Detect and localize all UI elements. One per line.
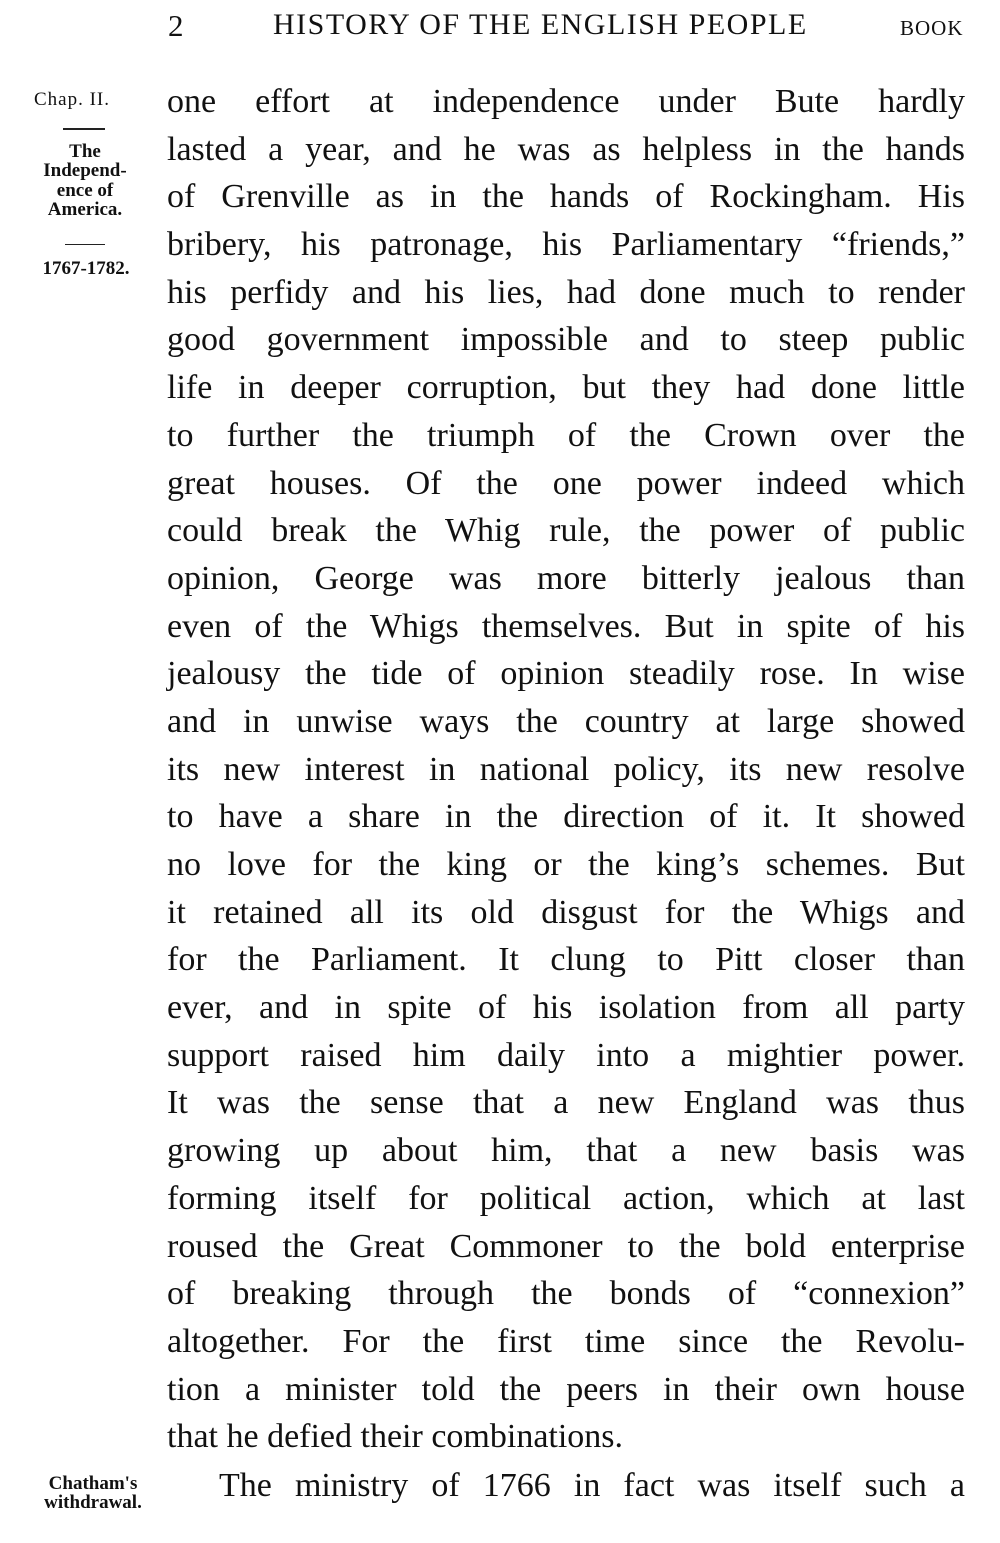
text-line: It was the sense that a new England was thus (167, 1084, 965, 1122)
text-line: tion a minister told the peers in their own house (167, 1370, 965, 1408)
running-header (0, 8, 1000, 48)
sidenote-line: Independ- (43, 160, 127, 182)
sidenote-line: America. (47, 199, 123, 221)
text-line: to further the triumph of the Crown over the (167, 416, 965, 454)
text-line: his perfidy and his lies, had done much to render (167, 273, 965, 311)
chapter-note: Chap. II. (34, 89, 111, 110)
withdrawal-sidenote (20, 1474, 166, 1513)
text-line: its new interest in national policy, its new resolve (167, 750, 965, 788)
text-line: no love for the king or the king’s schemes. But (167, 846, 965, 883)
text-line: forming itself for political action, which at last (167, 1179, 965, 1217)
paragraph-1 (167, 78, 965, 1461)
text-line: it retained all its old disgust for the Whigs and (167, 893, 965, 931)
paragraph-2 (167, 1462, 965, 1510)
text-line: growing up about him, that a new basis was (167, 1132, 965, 1170)
running-title: HISTORY OF THE ENGLISH PEOPLE (273, 8, 808, 41)
text-line: The ministry of 1766 in fact was itself such a (219, 1467, 965, 1504)
text-line: could break the Whig rule, the power of public (167, 512, 965, 550)
text-line: to have a share in the direction of it. It showed (167, 798, 965, 836)
text-line: lasted a year, and he was as helpless in the hands (167, 130, 965, 168)
text-line: bribery, his patronage, his Parliamentary “friends,” (167, 226, 965, 264)
text-line: roused the Great Commoner to the bold enterprise (167, 1227, 965, 1265)
text-line: even of the Whigs themselves. But in spite of his (167, 607, 965, 645)
text-line: of Grenville as in the hands of Rockingham. His (167, 178, 965, 216)
text-line: jealousy the tide of opinion steadily rose. In wise (167, 655, 965, 693)
text-line: altogether. For the first time since the Revolu- (167, 1322, 965, 1360)
text-line: one effort at independence under Bute hardly (167, 83, 965, 120)
text-line: for the Parliament. It clung to Pitt closer than (167, 941, 965, 979)
book-label: BOOK (900, 16, 964, 40)
sidenote-line: Chatham's (48, 1473, 138, 1494)
text-line: ever, and in spite of his isolation from all party (167, 989, 965, 1027)
text-line: of breaking through the bonds of “connexion” (167, 1275, 965, 1313)
text-line: support raised him daily into a mightier power. (167, 1036, 965, 1074)
margin-rule (65, 244, 105, 245)
sidenote-line: The (69, 141, 101, 162)
text-line: good government impossible and to steep public (167, 321, 965, 359)
text-line: and in unwise ways the country at large showed (167, 702, 965, 740)
text-line: life in deeper corruption, but they had done little (167, 369, 965, 407)
topic-sidenote (22, 142, 148, 220)
sidenote-line: ence of (56, 179, 114, 201)
dates-sidenote: 1767-1782. (42, 258, 130, 279)
page-number: 2 (168, 8, 185, 43)
text-line: that he defied their combinations. (167, 1418, 624, 1456)
margin-rule (63, 128, 105, 130)
text-line: great houses. Of the one power indeed which (167, 464, 965, 502)
text-line: opinion, George was more bitterly jealous than (167, 559, 965, 597)
sidenote-line: withdrawal. (44, 1492, 142, 1514)
